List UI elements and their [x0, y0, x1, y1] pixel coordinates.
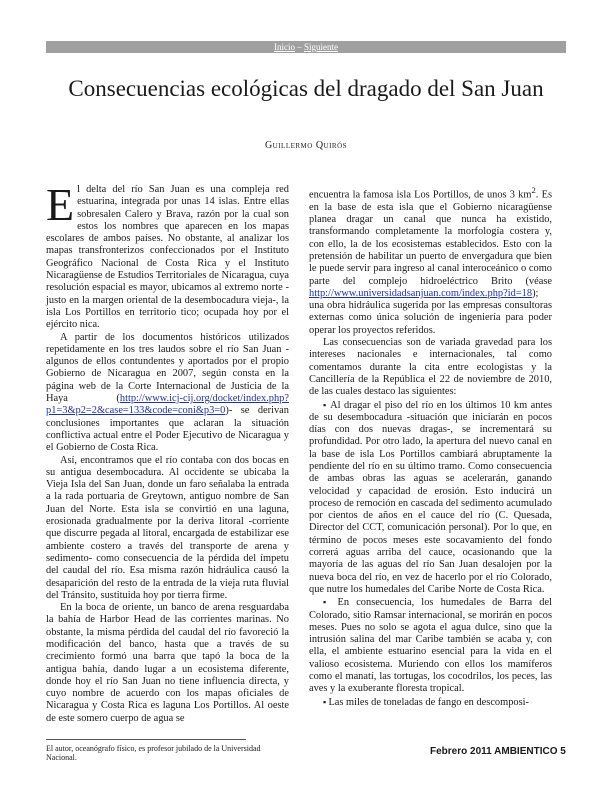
bullet-item: ▪ En consecuencia, los humedales de Barra del Colorado, sitio Ramsar internacional, se morirán en pocos meses. Pues no solo se agota el agua dulce, sino que la intrusión salina del mar Caribe también se acaba y, con ella, el ambiente estuarino esencial para la vida en el valioso ecosistema. Muriendo con ellos los mamíferos como el manatí, las tortugas, los cocodrilos, los peces, las aves y la exuberante floresta tropical.	[309, 596, 552, 695]
magazine-name: AMBIENTICO	[494, 746, 558, 757]
paragraph	[46, 179, 289, 332]
page-number: 5	[560, 746, 566, 757]
issue-date: Febrero 2011	[430, 746, 492, 757]
bullet-item: ▪ Las miles de toneladas de fango en descomposi-	[309, 696, 552, 709]
right-column	[309, 184, 552, 709]
nav-bar	[46, 41, 566, 53]
paragraph-text: encuentra la famosa isla Los Portillos, de unos 3 km	[309, 189, 532, 201]
drop-cap: E	[46, 179, 75, 230]
paragraph: Así, encontramos que el río contaba con dos bocas en su antigua desembocadura. Al occidente se ubicaba la Vieja Isla del San Juan, donde un faro señalaba la entrada a la rada portuaria de Greytown, antiguo nombre de San Juan del Norte. Esta isla se convirtió en una laguna, erosionada gradualmente por la deriva litoral -corriente que discurre pegada al litoral, encargada de estabilizar ese ambiente costero a través del transporte de arena y sedimento- como consecuencia de la pérdida del ímpetu del caudal del río. Esa misma razón hidráulica causó la desaparición del resto de la entrada de la vieja ruta fluvial del Tránsito, sustituida hoy por tierra firme.	[46, 454, 289, 601]
paragraph-text: A partir de los documentos históricos utilizados repetidamente en los tres laudos sobre el río San Juan -algunos de ellos contundentes y aportados por el propio Gobierno de Nicaragua en 2007, según consta en la página web de la Corte Internacional de Justicia de la Haya (	[46, 331, 289, 405]
icj-link[interactable]: http://www.icj-cij.org/docket/index.php?p1=3&p2=2&case=133&code=coni&p3=0	[46, 393, 289, 417]
superscript: 2	[531, 185, 536, 195]
universidad-link[interactable]: http://www.universidadsanjuan.com/index.php?id=18	[309, 287, 533, 299]
nav-separator: –	[295, 42, 304, 52]
paragraph	[309, 184, 552, 337]
paragraph: Las consecuencias son de variada gravedad para los intereses nacionales e internacionales, tal como comentamos durante la cita entre ecologistas y la Cancillería de la República el 22 de noviembre de 2010, de las cuales destaco las siguientes:	[309, 337, 552, 398]
nav-siguiente-link[interactable]: Siguiente	[304, 42, 338, 52]
paragraph-text: ); una obra hidráulica sugerida por las empresas consultoras externas como única solución de ingeniería para poder operar los proyectos referidos.	[309, 287, 552, 336]
footnote-divider	[46, 739, 246, 740]
paragraph: En la boca de oriente, un banco de arena resguardaba la bahía de Harbor Head de las corrientes marinas. No obstante, la misma pérdida del caudal del río favoreció la modificación del banco, hasta que a través de su crecimiento formó una barra que tapó la boca de la antigua bahía, dando lugar a un ecosistema diferente, donde hoy el río San Juan no tiene influencia directa, y cuyo nombre de acuerdo con los mapas oficiales de Nicaragua y Costa Rica es laguna Los Portillos. Al oeste de este somero cuerpo de agua se	[46, 602, 289, 724]
paragraph-text: )- se derivan conclusiones importantes que aclaran la situación conflictiva actual entre el Poder Ejecutivo de Nicaragua y el Gobierno de Costa Rica.	[46, 405, 289, 454]
paragraph-text: l delta del río San Juan es una compleja red estuarina, integrada por unas 14 islas. Entre ellas sobresalen Calero y Brava, razón por la cual son estos los nombres que aparecen en los mapas escolares de ambos países. No obstante, al analizar los mapas transfronterizos confeccionados por el Instituto Geográfico Nacional de Costa Rica y el Instituto Nicaragüense de Estudios Territoriales de Nicaragua, cuya resolución espacial es mayor, ubicamos al extremo norte -justo en la margen oriental de la desembocadura vieja-, la isla Los Portillos en territorio tico; ocupada hoy por el ejército nica.	[46, 184, 289, 331]
page-footer	[430, 746, 566, 757]
left-column	[46, 179, 289, 725]
page-title: Consecuencias ecológicas del dragado del San Juan	[68, 76, 544, 101]
footnote: El autor, oceanógrafo físico, es profesor jubilado de la Universidad Nacional.	[46, 744, 261, 762]
bullet-item: ▪ Al dragar el piso del río en los últimos 10 km antes de su desembocadura -situación que iniciarán en pocos días con dos nuevas dragas-, se incrementará su profundidad. Por otro lado, la apertura del nuevo canal en la base de isla Los Portillos cambiará abruptamente la pendiente del río en su último tramo. Como consecuencia de ambas obras las aguas se acelerarán, ganando velocidad y capacidad de erosión. Esto inducirá un proceso de remoción en cascada del sedimento acumulado por cientos de años en el cauce del río (C. Quesada, Director del CCT, comunicación personal). Por lo que, en término de pocos meses este socavamiento del fondo correrá aguas arriba del cauce, ocasionando que la mayoría de las aguas del río San Juan desalojen por la nueva boca del río, en vez de hacerlo por el río Colorado, que nutre los humedales del Caribe Norte de Costa Rica.	[309, 399, 552, 597]
paragraph-text: . Es en la base de esta isla que el Gobierno nicaragüense planea dragar un canal que nunca ha existido, transformando completamente la morfología costera y, con ello, la de los ecosistemas establecidos. Esto con la pretensión de habilitar un puerto de envergadura que bien le puede servir para ingreso al canal interoceánico o como parte del complejo hidroeléctrico Brito (véase	[309, 189, 552, 287]
paragraph	[46, 332, 289, 455]
nav-inicio-link[interactable]: Inicio	[274, 42, 295, 52]
author-name: Guillermo Quirós	[264, 140, 348, 151]
